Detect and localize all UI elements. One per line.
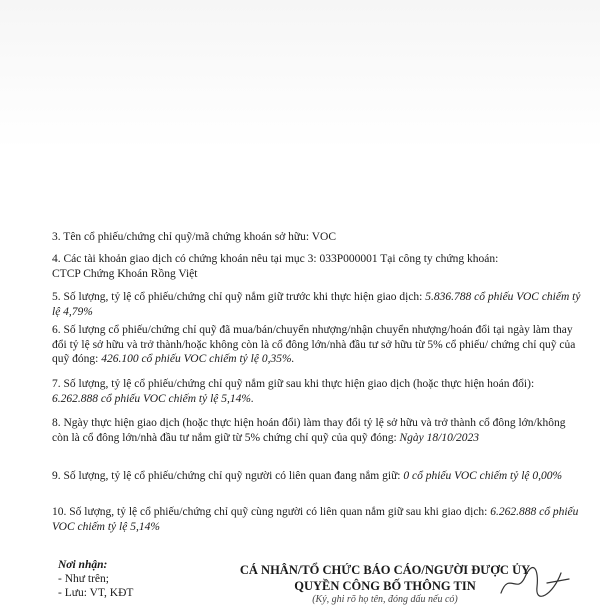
signer-title-line1: CÁ NHÂN/TỔ CHỨC BÁO CÁO/NGƯỜI ĐƯỢC ỦY <box>239 563 531 577</box>
signature-mark <box>495 565 575 600</box>
recipient-item: - Lưu: VT, KĐT <box>58 587 134 599</box>
item-7: 7. Số lượng, tỷ lệ cổ phiếu/chứng chỉ quỹ nắm giữ sau khi thực hiện giao dịch (hoặc thực hiện hoán đổi): 6.262.888 cổ phiếu VOC chiếm tỷ lệ 5,14%. <box>52 378 535 405</box>
item-4: 4. Các tài khoản giao dịch có chứng khoán nêu tại mục 3: 033P000001 Tại công ty chứng khoán: CTCP Chứng Khoán Rồng Việt <box>52 253 499 280</box>
item-9: 9. Số lượng, tỷ lệ cổ phiếu/chứng chỉ quỹ người có liên quan đang nắm giữ: 0 cổ phiếu VOC chiếm tỷ lệ 0,00% <box>52 470 563 482</box>
item-10: 10. Số lượng, tỷ lệ cổ phiếu/chứng chỉ quỹ cùng người có liên quan nắm giữ sau khi giao dịch: 6.262.888 cổ phiếu VOC chiếm tỷ lệ 5,14% <box>52 506 579 533</box>
recipient-item: - Như trên; <box>58 573 109 585</box>
item-6: 6. Số lượng cổ phiếu/chứng chỉ quỹ đã mua/bán/chuyển nhượng/nhận chuyển nhượng/hoán đổi tại ngày làm thay đổi tỷ lệ sở hữu và trở thành/hoặc không còn là cổ đông lớn/nhà đầu tư sở hữu từ 5% cổ phiếu/ chứng chỉ quỹ của quỹ đóng: 426.100 cổ phiếu VOC chiếm tỷ lệ 0,35%. <box>52 324 576 365</box>
recipients-block <box>58 558 208 600</box>
recipients-title: Nơi nhận: <box>58 559 108 571</box>
item-8: 8. Ngày thực hiện giao dịch (hoặc thực hiện hoán đổi) làm thay đổi tỷ lệ sở hữu và trở thành cổ đông lớn/không còn là cổ đông lớn/nhà đầu tư nắm giữ từ 5% chứng chỉ quỹ của quỹ đóng: Ngày 18/10/2023 <box>52 417 566 444</box>
signer-title-line2: QUYỀN CÔNG BỐ THÔNG TIN <box>294 579 476 593</box>
item-3: 3. Tên cổ phiếu/chứng chỉ quỹ/mã chứng khoán sở hữu: VOC <box>52 231 337 243</box>
signer-note: (Ký, ghi rõ họ tên, đóng dấu nếu có) <box>312 594 458 605</box>
item-5: 5. Số lượng, tỷ lệ cổ phiếu/chứng chỉ quỹ nắm giữ trước khi thực hiện giao dịch: 5.836.788 cổ phiếu VOC chiếm tỷ lệ 4,79% <box>52 291 581 318</box>
